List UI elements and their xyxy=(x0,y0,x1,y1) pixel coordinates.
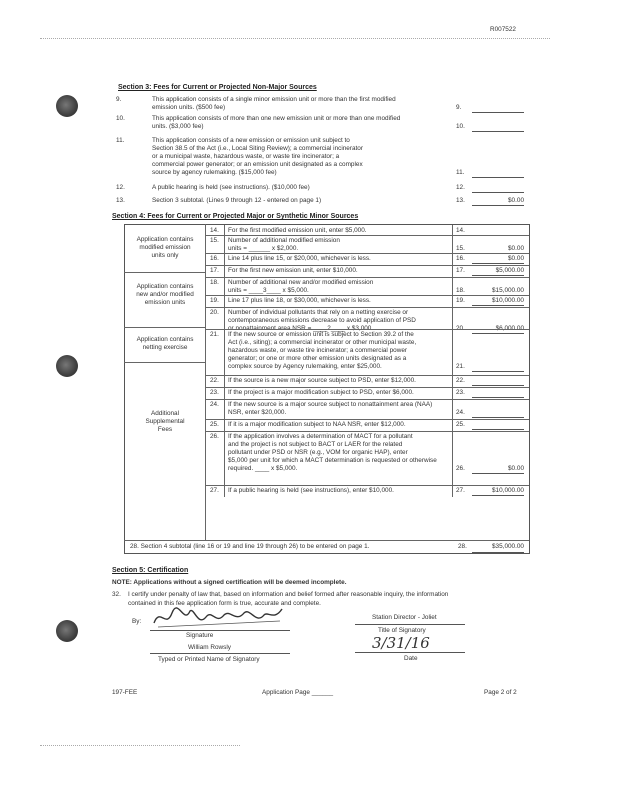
row-divider xyxy=(224,253,225,265)
line-value: $10,000.00 xyxy=(492,487,524,494)
title-label: Title of Signatory xyxy=(378,627,426,634)
value-underline xyxy=(472,305,524,306)
value-underline xyxy=(472,429,524,430)
punch-hole xyxy=(56,620,78,642)
row-text-line: units = ____3____ x $5,000. xyxy=(228,287,309,294)
row-text-line: contemporaneous emissions decrease to avoid application of PSD xyxy=(228,317,416,324)
date-line xyxy=(355,652,465,653)
value-underline xyxy=(472,473,524,474)
row-text-line: $5,000 per unit for which a MACT determination is requested or otherwise xyxy=(228,457,437,464)
row-divider xyxy=(452,225,453,235)
document-id: R007522 xyxy=(490,26,516,33)
item-text-line: Section 38.5 of the Act (i.e., Local Siting Review); a commercial incinerator xyxy=(152,145,363,152)
value-underline xyxy=(472,371,524,372)
footer-form-number: 197-FEE xyxy=(112,689,138,696)
row-divider xyxy=(224,265,225,277)
group-divider xyxy=(124,362,206,363)
row-text-line: or nonattainment area NSR = ____2____ x $3,000. xyxy=(228,325,374,332)
row-text-line: Number of additional modified emission xyxy=(228,237,340,244)
group-label-line: new and/or modified xyxy=(136,291,194,298)
line-ref: 27. xyxy=(456,487,465,494)
line-number: 17. xyxy=(210,267,219,274)
row-text-line: hazardous waste, or waste tire incinerator; a commercial power xyxy=(228,347,408,354)
line-number: 10. xyxy=(116,115,125,122)
name-label: Typed or Printed Name of Signatory xyxy=(158,656,260,663)
group-label-line: emission units xyxy=(144,299,186,306)
line-number: 24. xyxy=(210,401,219,408)
row-text-line: If a public hearing is held (see instructions), enter $10,000. xyxy=(228,487,394,494)
line-ref: 22. xyxy=(456,377,465,384)
row-divider xyxy=(224,295,225,307)
group-divider xyxy=(124,272,206,273)
row-divider xyxy=(205,253,529,254)
row-divider xyxy=(452,375,453,387)
row-text-line: pollutant under PSD or NSR (e.g., VOM for organic HAP), enter xyxy=(228,449,408,456)
signature-line xyxy=(150,630,290,631)
value-underline xyxy=(472,385,524,386)
row-divider xyxy=(452,431,453,485)
value-underline xyxy=(472,263,524,264)
row-divider xyxy=(452,295,453,307)
row-divider xyxy=(224,329,225,375)
row-divider xyxy=(224,431,225,485)
line-number: 18. xyxy=(210,279,219,286)
line-ref: 17. xyxy=(456,267,465,274)
scan-artifact xyxy=(40,38,550,39)
certification-text-line: I certify under penalty of law that, based on information and belief formed after reasonable inquiry, the information xyxy=(128,591,449,598)
row-divider xyxy=(205,431,529,432)
item-text-line: units. ($3,000 fee) xyxy=(152,123,204,130)
signature-image xyxy=(150,603,290,633)
row-divider xyxy=(452,399,453,419)
row-text-line: If the new source or emission unit is subject to Section 39.2 of the xyxy=(228,331,414,338)
line-ref: 12. xyxy=(456,184,465,191)
row-text-line: Line 14 plus line 15, or $20,000, whichever is less. xyxy=(228,255,371,262)
row-divider xyxy=(205,307,529,308)
row-divider xyxy=(224,235,225,253)
value-underline xyxy=(472,495,524,496)
row-divider xyxy=(224,485,225,497)
line-ref: 26. xyxy=(456,465,465,472)
row-text-line: For the first modified emission unit, enter $5,000. xyxy=(228,227,367,234)
row-divider xyxy=(205,329,529,330)
row-divider xyxy=(224,307,225,329)
group-label-line: Application contains xyxy=(136,236,194,243)
line-number: 25. xyxy=(210,421,219,428)
punch-hole xyxy=(56,355,78,377)
row-text-line: and the project is not subject to BACT or LAER for the related xyxy=(228,441,403,448)
line-ref: 19. xyxy=(456,297,465,304)
row-divider xyxy=(452,235,453,253)
row-divider xyxy=(205,277,529,278)
row-divider xyxy=(224,277,225,295)
item-text-line: This application consists of a single minor emission unit or more than the first modified xyxy=(152,96,396,103)
line-value: $5,000.00 xyxy=(495,267,524,274)
group-label-line: Application contains xyxy=(136,336,194,343)
line-number: 20. xyxy=(210,309,219,316)
row-divider xyxy=(205,419,529,420)
scan-artifact xyxy=(40,745,240,746)
value-underline xyxy=(472,552,524,553)
item-text-line: This application consists of a new emission or emission unit subject to xyxy=(152,137,350,144)
row-text-line: units = ______ x $2,000. xyxy=(228,245,299,252)
date-label: Date xyxy=(404,655,418,662)
row-text-line: If the application involves a determination of MACT for a pollutant xyxy=(228,433,413,440)
line-number: 13. xyxy=(116,197,125,204)
value-underline xyxy=(472,177,524,178)
line-number: 27. xyxy=(210,487,219,494)
row-text-line: If the source is a new major source subject to PSD, enter $12,000. xyxy=(228,377,416,384)
item-text-line: Section 3 subtotal. (Lines 9 through 12 - entered on page 1) xyxy=(152,197,322,204)
row-divider xyxy=(452,329,453,375)
row-divider xyxy=(224,387,225,399)
row-text-line: Act (i.e., siting); a commercial incinerator or other municipal waste, xyxy=(228,339,417,346)
row-text-line: Number of additional new and/or modified emission xyxy=(228,279,374,286)
line-ref: 21. xyxy=(456,363,465,370)
line-value: $0.00 xyxy=(508,465,524,472)
row-text-line: For the first new emission unit, enter $10,000. xyxy=(228,267,358,274)
section-4-title: Section 4: Fees for Current or Projected Major or Synthetic Minor Sources xyxy=(112,213,359,220)
item-text-line: emission units. ($500 fee) xyxy=(152,104,226,111)
row-text-line: NSR, enter $20,000. xyxy=(228,409,287,416)
signature-label: Signature xyxy=(186,632,214,639)
line-ref: 11. xyxy=(456,169,465,176)
group-divider xyxy=(124,327,206,328)
group-label-line: netting exercise xyxy=(142,344,188,351)
row-divider xyxy=(224,399,225,419)
item-text-line: commercial power generator; or an emission unit designated as a complex xyxy=(152,161,363,168)
group-label-line: Supplemental xyxy=(145,418,185,425)
line-value: $15,000.00 xyxy=(492,287,524,294)
value-underline xyxy=(472,397,524,398)
by-label: By: xyxy=(132,618,142,625)
row-divider xyxy=(205,295,529,296)
row-divider xyxy=(205,265,529,266)
row-divider xyxy=(205,485,529,486)
row-text-line: If it is a major modification subject to NAA NSR, enter $12,000. xyxy=(228,421,406,428)
line-number: 22. xyxy=(210,377,219,384)
line-ref: 28. xyxy=(458,543,467,550)
certification-note: NOTE: Applications without a signed certification will be deemed incomplete. xyxy=(112,579,347,586)
row-divider xyxy=(205,235,529,236)
line-ref: 14. xyxy=(456,227,465,234)
signature-date: 3/31/16 xyxy=(372,634,430,652)
row-divider xyxy=(205,375,529,376)
group-label-line: Additional xyxy=(150,410,180,417)
row-text-line: complex source by Agency rulemaking, enter $25,000. xyxy=(228,363,382,370)
table-divider xyxy=(124,540,529,541)
row-divider xyxy=(452,387,453,399)
row-divider xyxy=(452,265,453,277)
item-text-line: source by agency rulemaking. ($15,000 fee) xyxy=(152,169,277,176)
line-ref: 15. xyxy=(456,245,465,252)
name-line xyxy=(150,653,290,654)
line-ref: 23. xyxy=(456,389,465,396)
row-text-line: Number of individual pollutants that rely on a netting exercise or xyxy=(228,309,409,316)
title-line xyxy=(355,624,465,625)
group-label-line: Application contains xyxy=(136,283,194,290)
punch-hole xyxy=(56,95,78,117)
line-value: $0.00 xyxy=(508,245,524,252)
value-underline xyxy=(472,333,524,334)
line-value: $10,000.00 xyxy=(492,297,524,304)
line-number: 15. xyxy=(210,237,219,244)
row-divider xyxy=(224,375,225,387)
certification-text-line: contained in this fee application form is true, accurate and complete. xyxy=(128,600,321,607)
row-divider xyxy=(205,387,529,388)
row-text-line: If the project is a major modification subject to PSD, enter $6,000. xyxy=(228,389,414,396)
row-divider xyxy=(452,307,453,329)
group-label-line: Fees xyxy=(157,426,173,433)
value-underline xyxy=(472,112,524,113)
value-underline xyxy=(472,131,524,132)
row-text-line: Line 17 plus line 18, or $30,000, whichever is less. xyxy=(228,297,371,304)
line-value: $0.00 xyxy=(508,197,524,204)
line-number: 19. xyxy=(210,297,219,304)
line-ref: 16. xyxy=(456,255,465,262)
line-ref: 20. xyxy=(456,325,465,332)
item-text-line: This application consists of more than one new emission unit or more than one modified xyxy=(152,115,401,122)
line-number: 9. xyxy=(116,96,122,103)
line-ref: 25. xyxy=(456,421,465,428)
line-number: 23. xyxy=(210,389,219,396)
line-number: 32. xyxy=(112,591,121,598)
row-text-line: If the new source is a major source subject to nonattainment area (NAA) xyxy=(228,401,433,408)
line-value: $6,000.00 xyxy=(495,325,524,332)
group-label-line: modified emission xyxy=(139,244,191,251)
section-4-subtotal: 28. Section 4 subtotal (line 16 or 19 and line 19 through 26) to be entered on page 1. xyxy=(130,543,370,550)
value-underline xyxy=(472,192,524,193)
line-number: 12. xyxy=(116,184,125,191)
line-number: 14. xyxy=(210,227,219,234)
item-text-line: A public hearing is held (see instructions). ($10,000 fee) xyxy=(152,184,310,191)
line-ref: 9. xyxy=(456,104,462,111)
section-4-subtotal-value: $35,000.00 xyxy=(492,543,524,550)
footer-application-page: Application Page ______ xyxy=(262,689,334,696)
line-number: 11. xyxy=(116,137,125,144)
group-label-line: units only xyxy=(151,252,179,259)
value-underline xyxy=(472,275,524,276)
line-ref: 13. xyxy=(456,197,465,204)
row-divider xyxy=(452,485,453,497)
row-text-line: generator; or one or more other emission units designated as a xyxy=(228,355,407,362)
line-number: 16. xyxy=(210,255,219,262)
line-ref: 10. xyxy=(456,123,465,130)
footer-page-number: Page 2 of 2 xyxy=(484,689,517,696)
signatory-title: Station Director - Joliet xyxy=(372,614,437,621)
section-5-title: Section 5: Certification xyxy=(112,567,189,574)
line-number: 26. xyxy=(210,433,219,440)
row-divider xyxy=(224,419,225,431)
row-divider xyxy=(452,419,453,431)
row-divider xyxy=(452,277,453,295)
line-number: 21. xyxy=(210,331,219,338)
value-underline xyxy=(472,417,524,418)
signatory-name: William Rowsly xyxy=(188,644,231,651)
section-3-title: Section 3: Fees for Current or Projected Non-Major Sources xyxy=(118,84,317,91)
row-text-line: required. ____ x $5,000. xyxy=(228,465,298,472)
row-divider xyxy=(224,225,225,235)
line-value: $0.00 xyxy=(508,255,524,262)
line-ref: 18. xyxy=(456,287,465,294)
line-ref: 24. xyxy=(456,409,465,416)
value-underline xyxy=(472,205,524,206)
row-divider xyxy=(205,399,529,400)
row-divider xyxy=(452,253,453,265)
item-text-line: or a municipal waste, hazardous waste, or waste tire incinerator; a xyxy=(152,153,340,160)
